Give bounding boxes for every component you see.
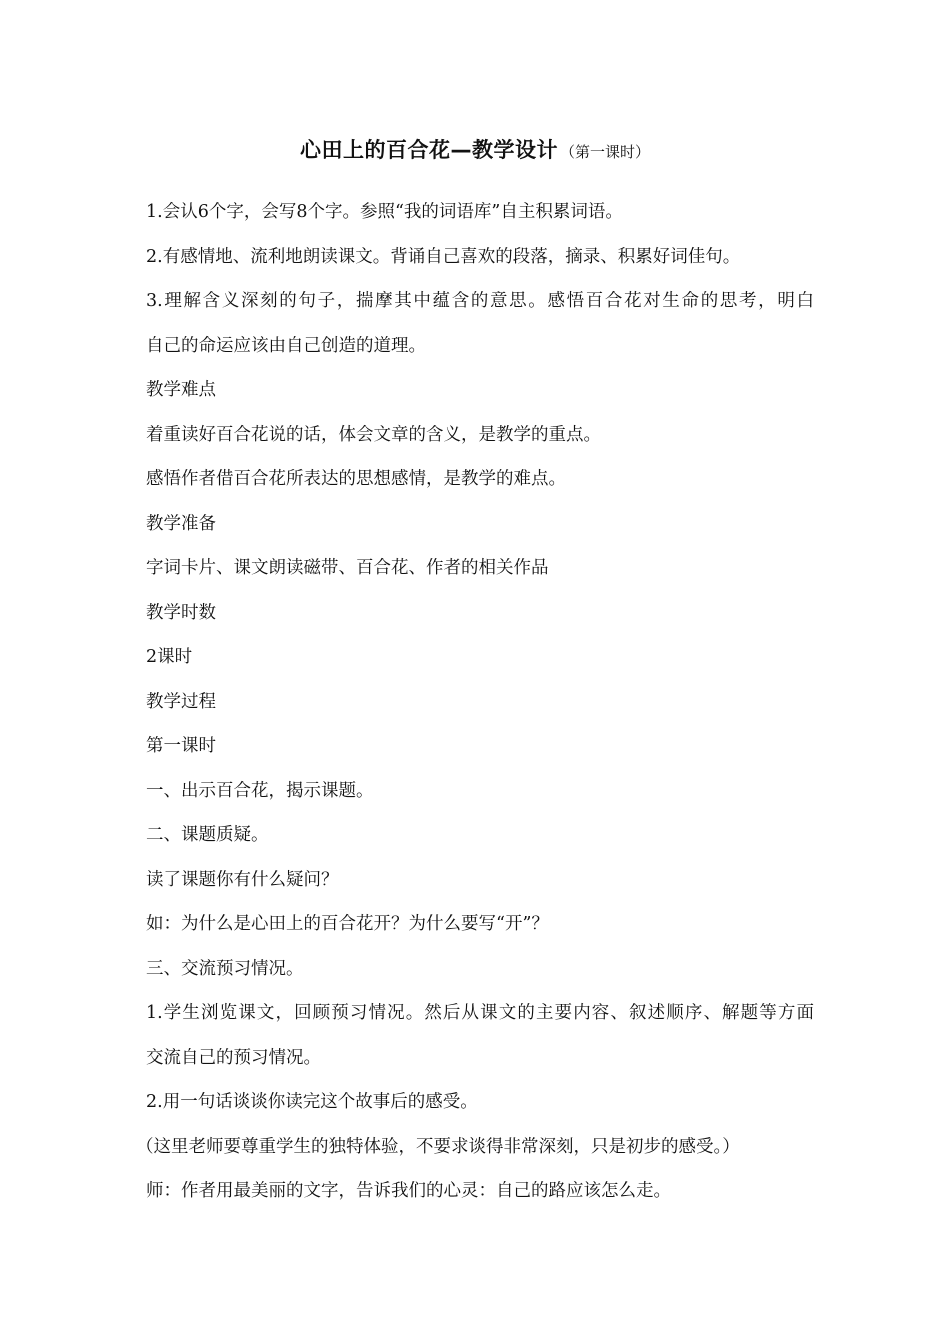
title-lesson-note: （第一课时） [559,143,650,161]
objective-2: 2.有感情地、流利地朗读课文。背诵自己喜欢的段落，摘录、积累好词佳句。 [146,246,741,267]
step-2-question: 读了课题你有什么疑问？ [146,869,339,890]
preparation-materials: 字词卡片、课文朗读磁带、百合花、作者的相关作品 [146,558,549,578]
section-heading-process: 教学过程 [146,691,216,712]
document-title [0,134,950,164]
key-point: 着重读好百合花说的话，体会文章的含义，是教学的重点。 [146,424,601,445]
step-2: 二、课题质疑。 [146,825,269,845]
difficult-point: 感悟作者借百合花所表达的思想感情，是教学的难点。 [146,469,566,489]
step-3: 三、交流预习情况。 [146,958,304,979]
lesson-hours: 2课时 [146,647,193,667]
step-2-example: 如：为什么是心田上的百合花开？为什么要写“开”？ [146,914,549,934]
step-3-item-2: 2.用一句话谈谈你读完这个故事后的感受。 [146,1092,478,1112]
objective-3-line-2: 自己的命运应该由自己创造的道理。 [146,335,426,356]
step-1: 一、出示百合花，揭示课题。 [146,780,374,801]
document-body [136,190,814,1214]
objective-1: 1.会认6个字，会写8个字。参照“我的词语库”自主积累词语。 [146,202,623,222]
step-3-item-1-line-2: 交流自己的预习情况。 [146,1047,321,1068]
objective-3-line-1: 3.理解含义深刻的句子，揣摩其中蕴含的意思。感悟百合花对生命的思考，明白 [146,291,814,311]
section-heading-difficulties: 教学难点 [146,380,216,400]
lesson-one-heading: 第一课时 [146,736,216,756]
title-main: 心田上的百合花—教学设计 [299,138,558,162]
section-heading-preparation: 教学准备 [146,513,216,534]
teacher-note: （这里老师要尊重学生的独特体验，不要求谈得非常深刻，只是初步的感受。） [136,1136,740,1157]
step-3-item-1-line-1: 1.学生浏览课文，回顾预习情况。然后从课文的主要内容、叙述顺序、解题等方面 [146,1003,814,1023]
section-heading-hours: 教学时数 [146,602,216,623]
teacher-remark: 师：作者用最美丽的文字，告诉我们的心灵：自己的路应该怎么走。 [146,1181,671,1201]
